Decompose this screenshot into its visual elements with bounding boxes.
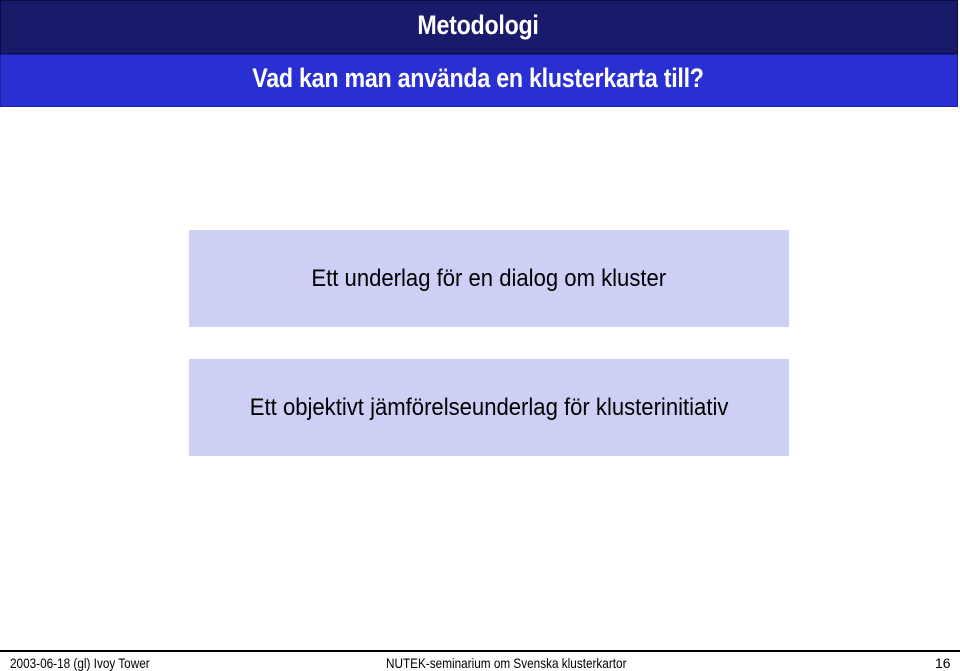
content-box-text: Ett objektivt jämförelseunderlag för klusterinitiativ [249, 393, 729, 421]
content-box-dialog [189, 230, 789, 327]
slide-title: Metodologi [417, 10, 539, 40]
footer-divider [0, 650, 960, 652]
page-number: 16 [935, 655, 951, 671]
footer-event: NUTEK-seminarium om Svenska klusterkartor [386, 655, 627, 671]
footer-date-author: 2003-06-18 (gl) Ivoy Tower [10, 655, 150, 671]
content-box-comparison [189, 359, 789, 456]
content-box-text: Ett underlag för en dialog om kluster [311, 264, 667, 292]
slide-subtitle: Vad kan man använda en klusterkarta till? [252, 63, 704, 93]
